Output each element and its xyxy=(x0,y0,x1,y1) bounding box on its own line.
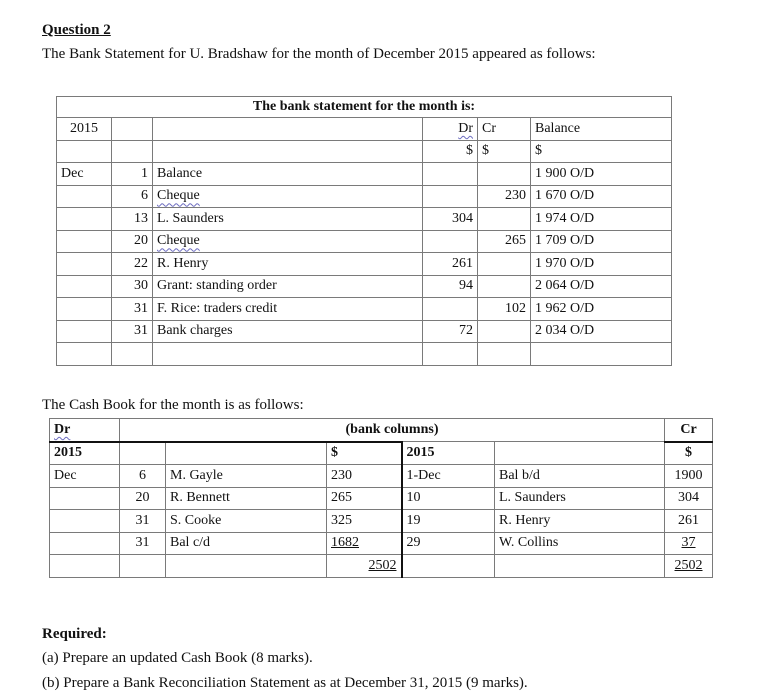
bank-dr-header: Dr xyxy=(423,118,478,141)
cash-left-month: Dec xyxy=(50,465,120,488)
table-row-desc: Balance xyxy=(153,163,423,186)
cash-book-intro: The Cash Book for the month is as follows: xyxy=(42,397,304,413)
bank-bal-currency: $ xyxy=(531,140,672,163)
cash-cr-header: Cr xyxy=(665,419,713,442)
cash-right-total: 2502 xyxy=(665,555,713,578)
bank-year: 2015 xyxy=(57,118,112,141)
bank-cr-header: Cr xyxy=(478,118,531,141)
bank-month: Dec xyxy=(57,163,112,186)
bank-statement-table: The bank statement for the month is: 2015 Dr Cr Balance $ $ $ Dec 1 Balance 1 900 O/D 6 Cheque 230 1 670 O/D 13 L. Saunders 304 1 974 O/D 20 Cheque 265 1 709 O/D 22 R. Henry 261 1 970 O/D 30 Grant: standing order 94 2 064 O/D 31 F. Rice: traders credit 102 1 962 O/D 31 Bank charges 72 2 034 O/D xyxy=(56,96,672,366)
cash-bank-columns: (bank columns) xyxy=(120,419,665,442)
question-heading: Question 2 xyxy=(42,22,111,38)
cash-left-year: 2015 xyxy=(50,442,120,465)
cash-left-currency: $ xyxy=(327,442,402,465)
bank-statement-title: The bank statement for the month is: xyxy=(57,97,672,118)
cash-right-year: 2015 xyxy=(402,442,495,465)
cash-left-total: 2502 xyxy=(327,555,402,578)
required-part-b: (b) Prepare a Bank Reconciliation Statement as at December 31, 2015 (9 marks). xyxy=(42,675,528,691)
table-row-day: 1 xyxy=(112,163,153,186)
required-label: Required: xyxy=(42,626,107,642)
required-part-a: (a) Prepare an updated Cash Book (8 marks). xyxy=(42,650,313,666)
bank-dr-currency: $ xyxy=(423,140,478,163)
bank-balance-header: Balance xyxy=(531,118,672,141)
cash-dr-header: Dr xyxy=(50,419,120,442)
intro-text: The Bank Statement for U. Bradshaw for the month of December 2015 appeared as follows: xyxy=(42,46,596,62)
cash-book-table: Dr (bank columns) Cr 2015 $ 2015 $ Dec 6 M. Gayle 230 1-Dec Bal b/d 1900 20 R. Bennett 265 10 L. Saunders 304 31 S. Cooke 325 19 R. Henry 261 31 Bal c/d 1682 29 W. Collins 37 2502 2502 xyxy=(49,418,713,578)
cash-right-currency: $ xyxy=(665,442,713,465)
bank-cr-currency: $ xyxy=(478,140,531,163)
